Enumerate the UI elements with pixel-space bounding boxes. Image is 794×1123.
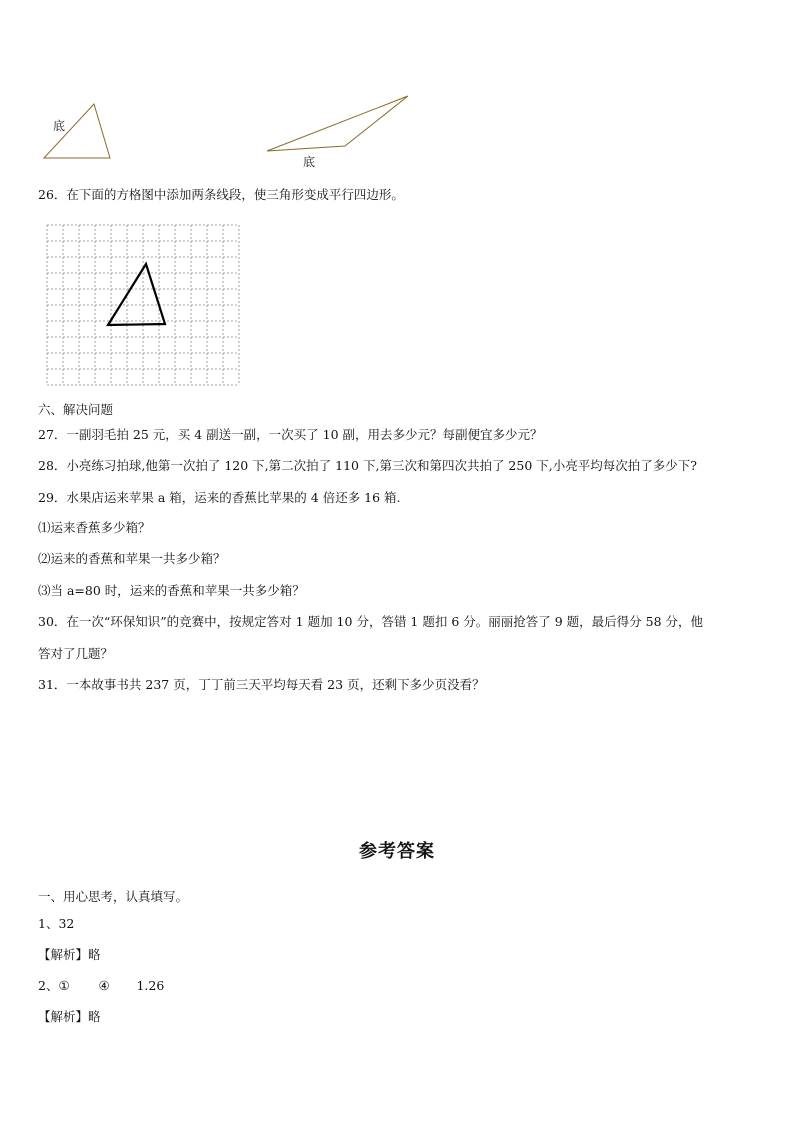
question-30-line-1: 30．在一次“环保知识”的竞赛中，按规定答对 1 题加 10 分，答错 1 题扣 6 分。丽丽抢答了 9 题，最后得分 58 分，他: [38, 614, 703, 629]
question-29-part-1: ⑴运来香蕉多少箱？: [38, 520, 151, 535]
dotted-grid-figure: [47, 225, 247, 385]
question-28: 28．小亮练习拍球,他第一次拍了 120 下,第二次拍了 110 下,第三次和第四次共拍了 250 下,小亮平均每次拍了多少下?: [38, 458, 697, 473]
answer-2-choice-2: ④: [98, 978, 110, 993]
triangle-left-base-label: 底: [53, 119, 66, 133]
answer-section-1-heading: 一、用心思考，认真填写。: [38, 889, 189, 904]
answer-2-choice-1: ①: [58, 978, 70, 993]
question-27: 27．一副羽毛拍 25 元，买 4 副送一副，一次买了 10 副，用去多少元？每副便宜多少元？: [38, 427, 543, 442]
answer-2: [38, 978, 164, 994]
question-29-part-3: ⑶当 a=80 时，运来的香蕉和苹果一共多少箱？: [38, 583, 305, 598]
answer-2-value: 1.26: [136, 978, 165, 993]
question-29: 29．水果店运来苹果 a 箱，运来的香蕉比苹果的 4 倍还多 16 箱.: [38, 490, 401, 505]
question-29-part-2: ⑵运来的香蕉和苹果一共多少箱？: [38, 551, 226, 566]
answer-1: 1、32: [38, 916, 75, 931]
answer-2-analysis: 【解析】略: [38, 1009, 101, 1024]
question-30-line-2: 答对了几题？: [38, 646, 114, 661]
triangle-figure-right: [0, 0, 794, 200]
answer-2-prefix: 2、: [38, 978, 59, 993]
triangle-right-base-label: 底: [303, 155, 316, 169]
question-26: 26．在下面的方格图中添加两条线段，使三角形变成平行四边形。: [38, 187, 404, 202]
section-6-heading: 六、解决问题: [38, 402, 114, 417]
answers-title: 参考答案: [359, 841, 435, 862]
answer-1-analysis: 【解析】略: [38, 947, 101, 962]
question-31: 31．一本故事书共 237 页，丁丁前三天平均每天看 23 页，还剩下多少页没看？: [38, 677, 485, 692]
